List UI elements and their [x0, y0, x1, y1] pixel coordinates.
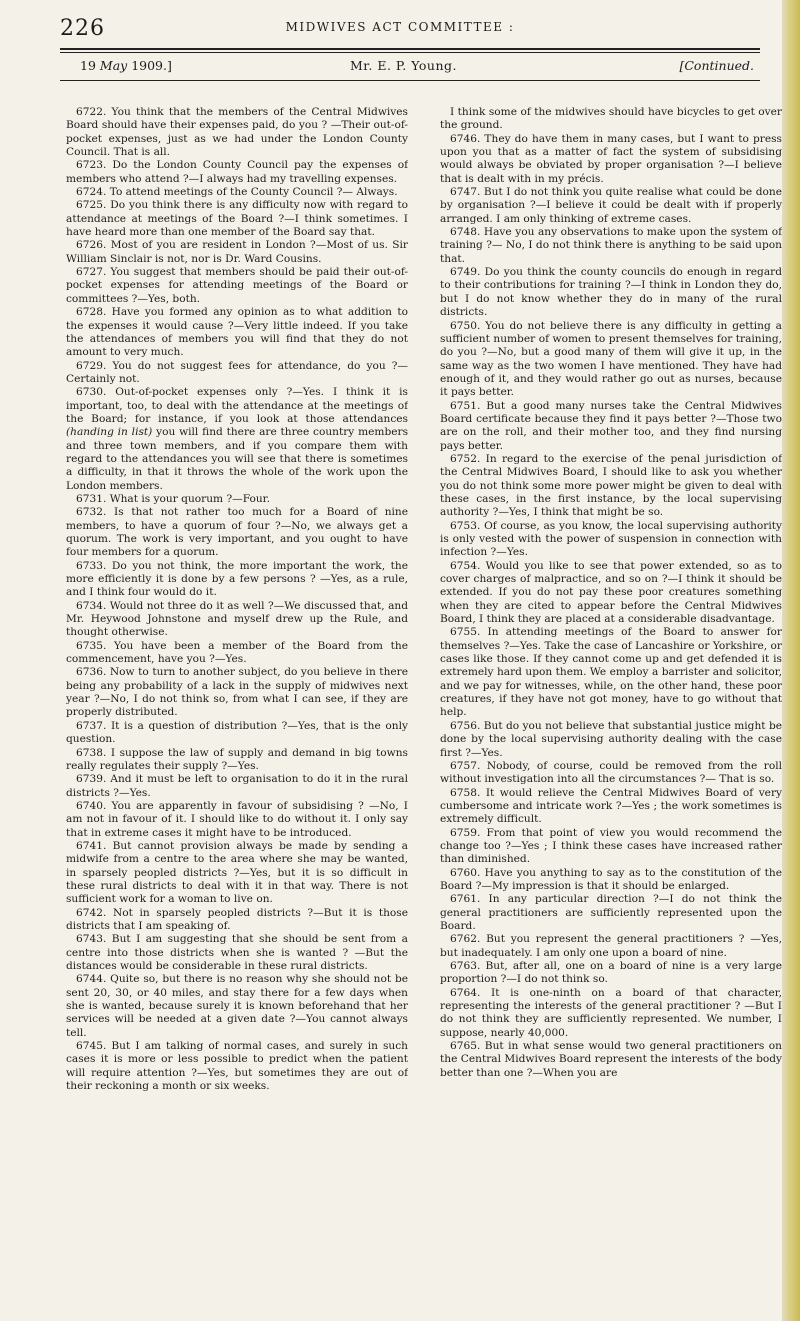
testimony-paragraph: 6736. Now to turn to another subject, do you believe in there being any probability of a lack in the supply of midwives next year ?—No, I do not think so, from what I can see, if they are properly distributed. — [66, 666, 408, 719]
testimony-paragraph: 6749. Do you think the county councils do enough in regard to their contributions for training ?—I think in London they do, but I do not know whether they do in many of the rural districts. — [440, 266, 782, 319]
testimony-paragraph: 6750. You do not believe there is any difficulty in getting a sufficient number of women to present themselves for training, do you ?—No, but a good many of them will give it up, in the same way as the two women I have mentioned. They have had enough of it, and they would rather go out as nurses, because it pays better. — [440, 319, 782, 399]
testimony-paragraph: I think some of the midwives should have bicycles to get over the ground. — [440, 106, 782, 132]
testimony-paragraph: 6752. In regard to the exercise of the penal jurisdiction of the Central Midwives Board, I should like to ask you whether you do not think some more power might be given to deal with these cases, in the first instance, by the local supervising authority ?—Yes, I think that might be so. — [440, 452, 782, 519]
testimony-paragraph: 6743. But I am suggesting that she should be sent from a centre into those districts when she is wanted ? —But the distances would be considerable in these rural districts. — [66, 933, 408, 972]
testimony-paragraph: 6757. Nobody, of course, could be removed from the roll without investigation into all the circumstances ?— That is so. — [440, 759, 782, 786]
testimony-paragraph: 6744. Quite so, but there is no reason why she should not be sent 20, 30, or 40 miles, and stay there for a few days when she is wanted, because surely it is known beforehand that her services will be needed at a given date ?—You cannot always tell. — [66, 973, 408, 1039]
testimony-paragraph: 6730. Out-of-pocket expenses only ?—Yes. I think it is important, too, to deal with the attendance at the meetings of the Board; for instance, if you look at those attendances (handing in list) you will find there are three country members and three town members, and if you compare them with regard to the attendances you will see that there is sometimes a difficulty, in that it throws the whole of the work upon the London members. — [66, 386, 408, 492]
testimony-paragraph: 6763. But, after all, one on a board of nine is a very large proportion ?—I do not think so. — [440, 960, 782, 986]
page-number: 226 — [60, 16, 105, 41]
witness-rule — [60, 80, 760, 81]
right-column — [440, 106, 782, 1306]
header-rule-thin — [60, 52, 760, 53]
testimony-paragraph: 6735. You have been a member of the Board from the commencement, have you ?—Yes. — [66, 639, 408, 666]
witness-name: Mr. E. P. Young. — [350, 58, 458, 73]
testimony-paragraph: 6755. In attending meetings of the Board to answer for themselves ?—Yes. Take the case of Lancashire or Yorkshire, or cases like those. If they cannot come up and get defended it is extremely hard upon them. We employ a barrister and solicitor, and we pay for witnesses, while, on the other hand, these poor creatures, if they have not got money, have to go without that help. — [440, 626, 782, 719]
testimony-paragraph: 6761. In any particular direction ?—I do not think the general practitioners are sufficiently represented upon the Board. — [440, 893, 782, 932]
testimony-paragraph: 6746. They do have them in many cases, but I want to press upon you that as a matter of fact the system of subsidising would always be obviated by proper organisation ?—I believe that is dealt with in my précis. — [440, 132, 782, 185]
testimony-paragraph: 6758. It would relieve the Central Midwives Board of very cumbersome and intricate work ?—Yes ; the work sometimes is extremely difficult. — [440, 786, 782, 826]
testimony-paragraph: 6748. Have you any observations to make upon the system of training ?— No, I do not think there is anything to be said upon that. — [440, 226, 782, 265]
testimony-paragraph: 6739. And it must be left to organisation to do it in the rural districts ?—Yes. — [66, 773, 408, 799]
date-year: 1909.] — [131, 58, 172, 73]
testimony-paragraph: 6722. You think that the members of the Central Midwives Board should have their expenses paid, do you ? —Their out-of-pocket expenses, just as we had under the London County Council. That is all. — [66, 106, 408, 159]
date-day: 19 — [80, 58, 96, 73]
testimony-paragraph: 6745. But I am talking of normal cases, and surely in such cases it is more or less possible to predict when the patient will require attention ?—Yes, but sometimes they are out of their reckoning a month or six weeks. — [66, 1040, 408, 1093]
continued-label: [Continued. — [679, 58, 754, 73]
testimony-paragraph: 6764. It is one-ninth on a board of that character, representing the interests of the general practitioner ? —But I do not think they are sufficiently represented. We number, I suppose, nearly 40,000. — [440, 986, 782, 1039]
header-rule-thick — [60, 48, 760, 50]
testimony-paragraph: 6726. Most of you are resident in London ?—Most of us. Sir William Sinclair is not, nor is Dr. Ward Cousins. — [66, 239, 408, 265]
testimony-paragraph: 6725. Do you think there is any difficulty now with regard to attendance at meetings of the Board ?—I think sometimes. I have heard more than one member of the Board say that. — [66, 199, 408, 239]
testimony-paragraph: 6729. You do not suggest fees for attendance, do you ?—Certainly not. — [66, 359, 408, 385]
witness-line — [60, 58, 760, 76]
testimony-paragraph: 6760. Have you anything to say as to the constitution of the Board ?—My impression is that it should be enlarged. — [440, 866, 782, 892]
page-edge — [782, 0, 800, 1321]
testimony-paragraph: 6747. But I do not think you quite realise what could be done by organisation ?—I believe it could be dealt with if properly arranged. I am only thinking of extreme cases. — [440, 186, 782, 225]
testimony-paragraph: 6740. You are apparently in favour of subsidising ? —No, I am not in favour of it. I should like to do without it. I only say that in extreme cases it might have to be introduced. — [66, 799, 408, 839]
testimony-paragraph: 6728. Have you formed any opinion as to what addition to the expenses it would cause ?—Very little indeed. If you take the attendances of members you will find that they do not amount to very much. — [66, 306, 408, 359]
testimony-paragraph: 6737. It is a question of distribution ?—Yes, that is the only question. — [66, 719, 408, 746]
testimony-paragraph: 6756. But do you not believe that substantial justice might be done by the local supervising authority dealing with the case first ?—Yes. — [440, 719, 782, 759]
testimony-paragraph: 6754. Would you like to see that power extended, so as to cover charges of malpractice, and so on ?—I think it should be extended. If you do not pay these poor creatures something when they are cited to appear before the Central Midwives Board, I think they are placed at a considerable disadvantage. — [440, 559, 782, 626]
testimony-paragraph: 6727. You suggest that members should be paid their out-of-pocket expenses for attending meetings of the Board or committees ?—Yes, both. — [66, 266, 408, 305]
testimony-paragraph: 6751. But a good many nurses take the Central Midwives Board certificate because they find it pays better ?—Those two are on the roll, and their mother too, and they find nursing pays better. — [440, 399, 782, 452]
testimony-paragraph: 6742. Not in sparsely peopled districts ?—But it is those districts that I am speaking of. — [66, 906, 408, 932]
date-month: May — [99, 58, 128, 73]
testimony-paragraph: 6753. Of course, as you know, the local supervising authority is only vested with the power of suspension in connection with infection ?—Yes. — [440, 519, 782, 559]
testimony-paragraph: 6738. I suppose the law of supply and demand in big towns really regulates their supply ?—Yes. — [66, 746, 408, 772]
testimony-paragraph: 6724. To attend meetings of the County Council ?— Always. — [76, 186, 398, 199]
testimony-paragraph: 6733. Do you not think, the more important the work, the more efficiently it is done by a few persons ? —Yes, as a rule, and I think four would do it. — [66, 559, 408, 599]
sitting-date — [80, 58, 172, 73]
testimony-paragraph: 6732. Is that not rather too much for a Board of nine members, to have a quorum of four ?—No, we always get a quorum. The work is very important, and you ought to have four members for a quorum. — [66, 506, 408, 559]
testimony-paragraph: 6765. But in what sense would two general practitioners on the Central Midwives Board represent the interests of the body better than one ?—When you are — [440, 1040, 782, 1079]
testimony-paragraph: 6723. Do the London County Council pay the expenses of members who attend ?—I always had my travelling expenses. — [66, 159, 408, 185]
stage-direction: (handing in list) — [66, 426, 153, 439]
testimony-paragraph: 6762. But you represent the general practitioners ? —Yes, but inadequately. I am only one upon a board of nine. — [440, 933, 782, 959]
running-title: MIDWIVES ACT COMMITTEE : — [285, 20, 515, 34]
testimony-paragraph: 6759. From that point of view you would recommend the change too ?—Yes ; I think these cases have increased rather than diminished. — [440, 826, 782, 866]
testimony-paragraph: 6734. Would not three do it as well ?—We discussed that, and Mr. Heywood Johnstone and myself drew up the Rule, and thought otherwise. — [66, 599, 408, 639]
testimony-paragraph: 6731. What is your quorum ?—Four. — [76, 492, 270, 505]
left-column — [66, 106, 408, 1306]
testimony-paragraph: 6741. But cannot provision always be made by sending a midwife from a centre to the area where she may be wanted, in sparsely peopled districts ?—Yes, but it is so difficult in these rural districts to deal with it in that way. There is not sufficient work for a woman to live on. — [66, 839, 408, 906]
